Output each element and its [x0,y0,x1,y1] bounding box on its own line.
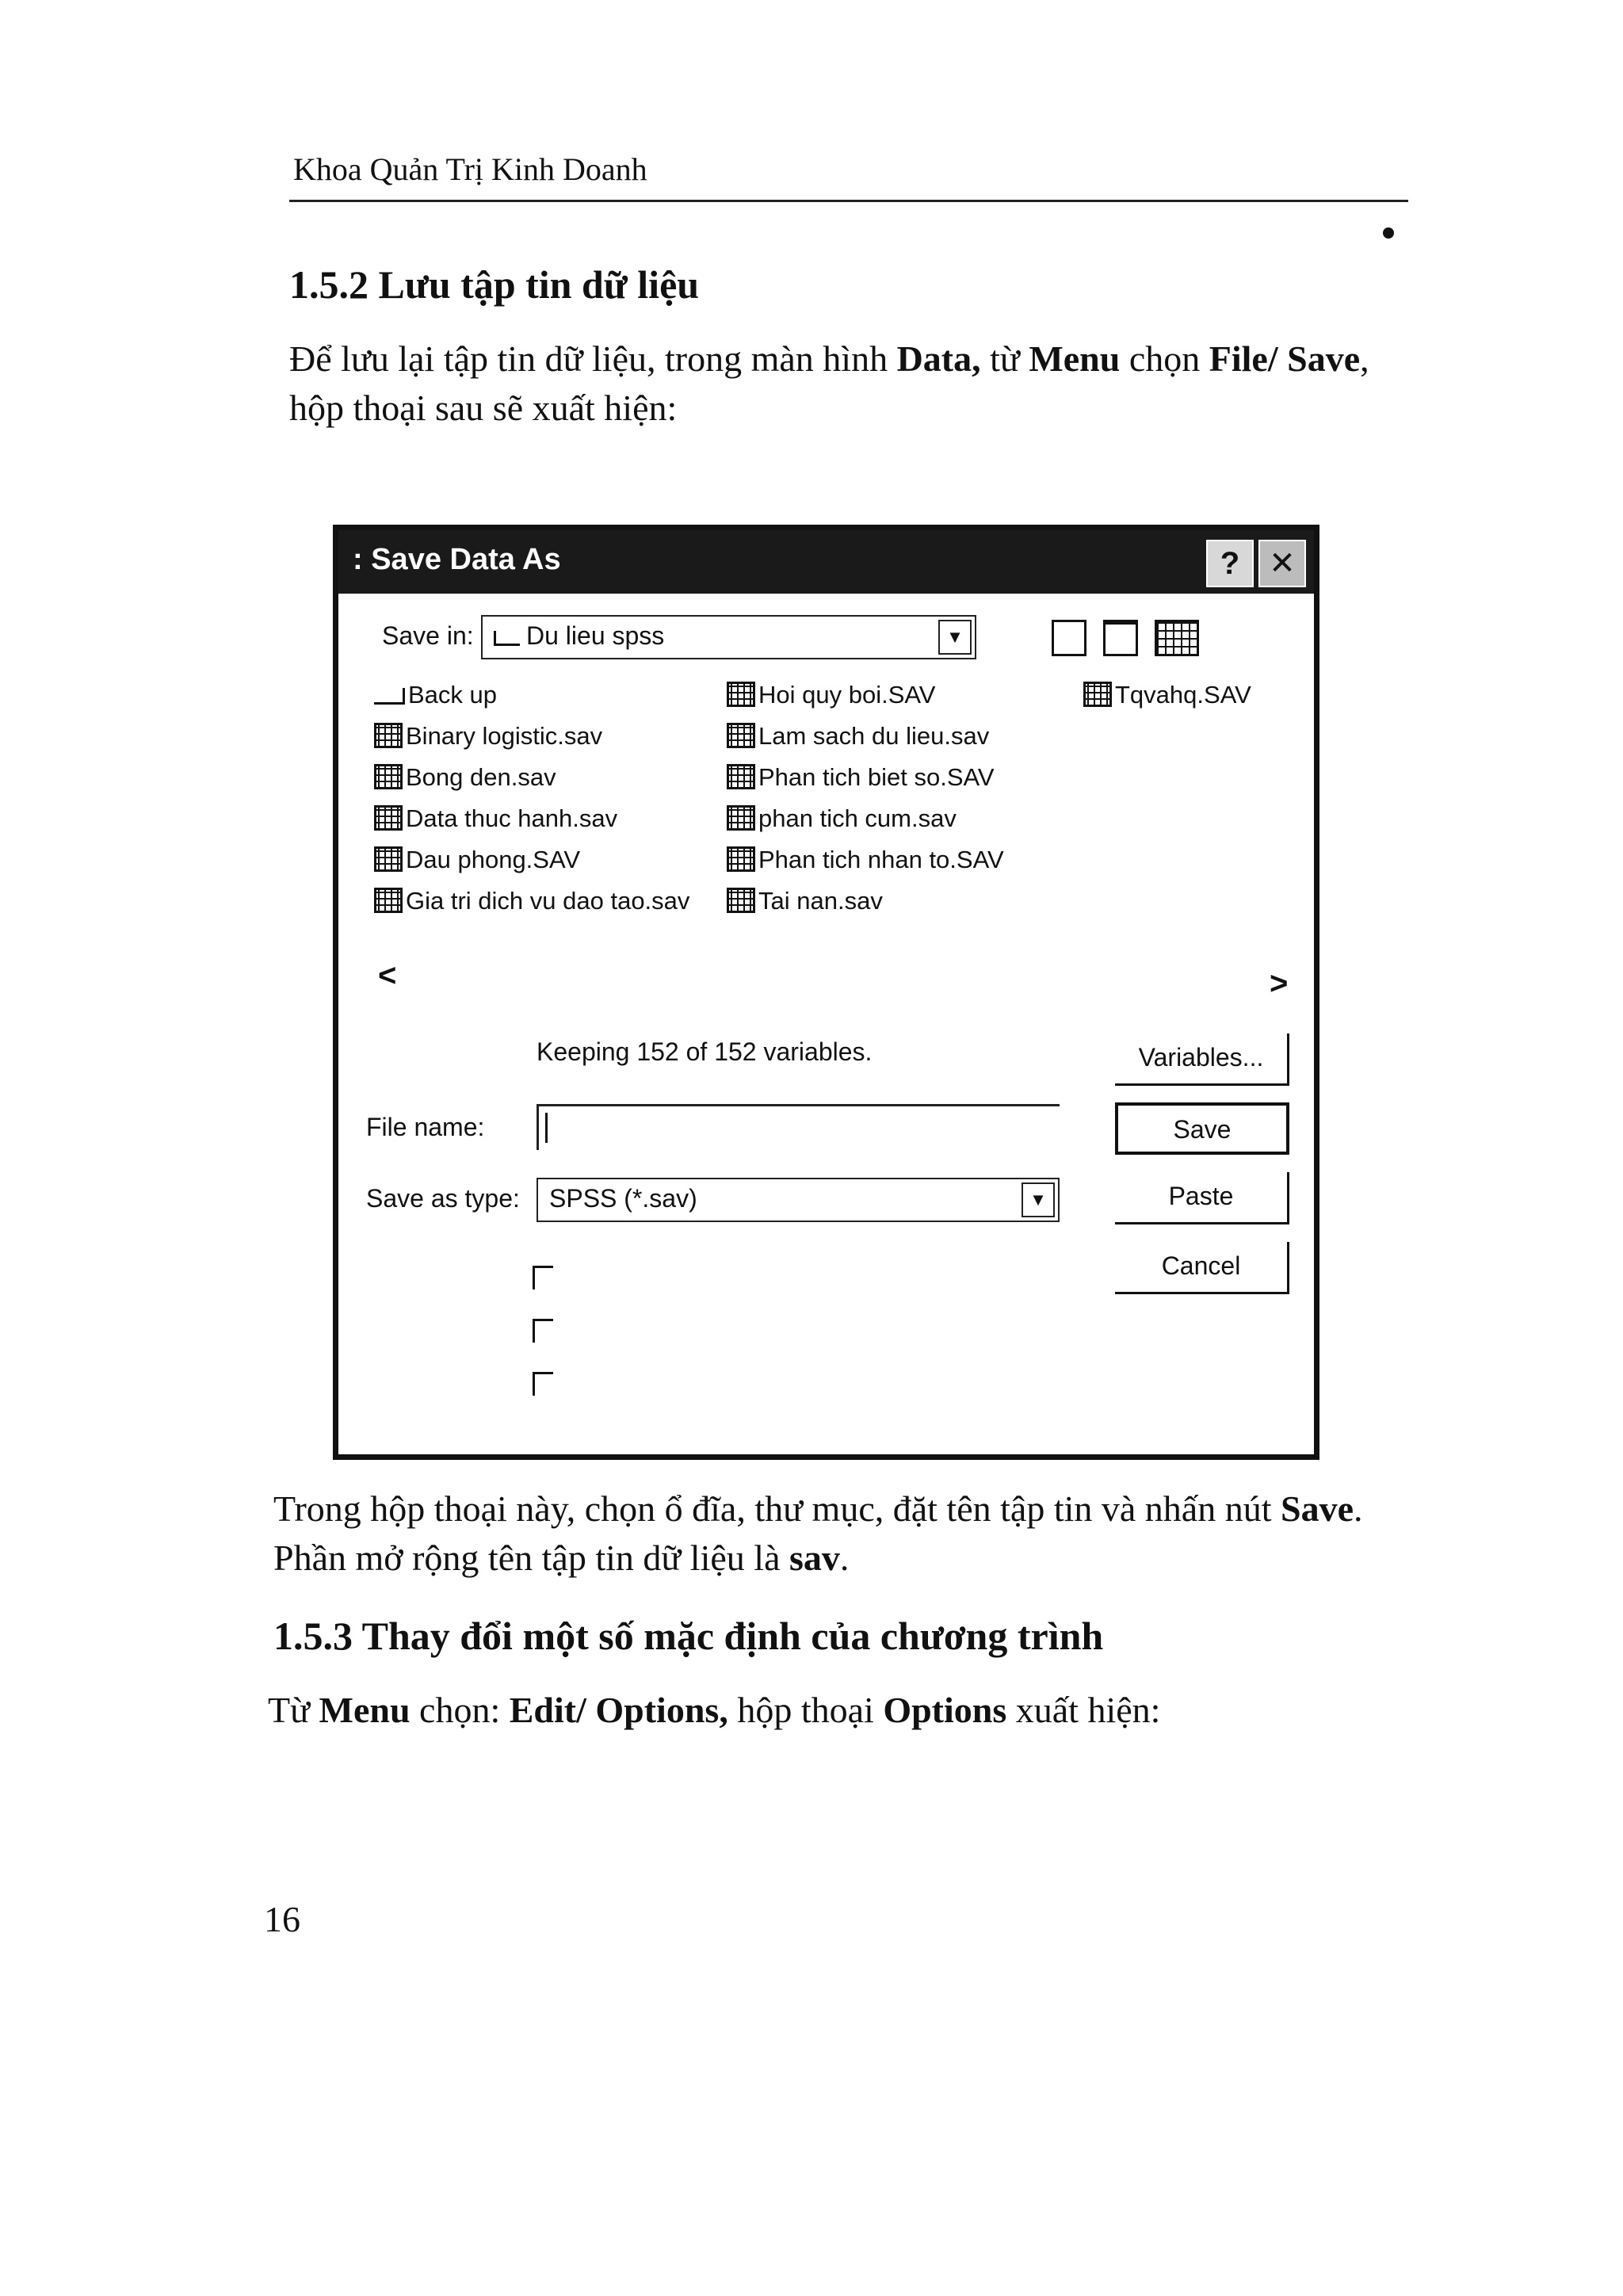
file-item[interactable]: Phan tich nhan to.SAV [727,846,1004,887]
folder-icon [374,688,405,705]
save-button[interactable]: Save [1115,1102,1289,1155]
section-heading-153: 1.5.3 Thay đổi một số mặc định của chương trình [273,1614,1104,1658]
data-file-icon [727,888,755,913]
file-column-2 [727,681,1004,928]
file-item[interactable]: Tqvahq.SAV [1083,681,1251,722]
intro-paragraph-153: Từ Menu chọn: Edit/ Options, hộp thoại Options xuất hiện: [268,1690,1161,1730]
data-file-icon [727,846,755,872]
after-dialog-paragraph: Trong hộp thoại này, chọn ổ đĩa, thư mục, đặt tên tập tin và nhấn nút Save. Phần mở rộng tên tập tin dữ liệu là sav. [273,1488,1363,1578]
file-list [374,681,1270,934]
data-file-icon [727,682,755,707]
chevron-down-icon[interactable]: ▼ [1022,1182,1055,1217]
dialog-title: : Save Data As [353,543,561,576]
save-as-type-combo[interactable] [537,1178,1060,1222]
folder-icon [494,631,520,646]
save-in-label: Save in: [382,621,474,650]
new-folder-icon[interactable] [1103,620,1138,656]
header-rule [289,200,1408,202]
save-as-type-value: SPSS (*.sav) [549,1184,697,1213]
chevron-down-icon[interactable]: ▼ [938,620,972,655]
data-file-icon [374,888,403,913]
save-in-value: Du lieu spss [526,621,665,650]
file-item[interactable]: Bong den.sav [374,763,689,804]
data-file-icon [727,805,755,831]
dialog-titlebar[interactable] [338,530,1314,594]
variables-status: Keeping 152 of 152 variables. [537,1037,873,1066]
data-file-icon [1083,682,1112,707]
section-heading-152: 1.5.2 Lưu tập tin dữ liệu [289,262,700,307]
intro-paragraph-152: Để lưu lại tập tin dữ liệu, trong màn hình Data, từ Menu chọn File/ Save, hộp thoại sau sẽ xuất hiện: [289,338,1369,428]
variables-button[interactable]: Variables... [1115,1033,1289,1086]
file-item[interactable]: Gia tri dich vu dao tao.sav [374,887,689,928]
file-name-label: File name: [366,1113,485,1141]
save-in-value-wrap [494,621,664,651]
data-file-icon [374,846,403,872]
page-number: 16 [264,1899,300,1939]
option-checkbox-2[interactable] [533,1319,553,1343]
file-item[interactable]: phan tich cum.sav [727,804,1004,846]
text-caret [545,1113,548,1143]
file-item[interactable]: Binary logistic.sav [374,722,689,763]
data-file-icon [727,723,755,748]
option-checkbox-3[interactable] [533,1372,553,1396]
help-button[interactable]: ? [1206,540,1254,587]
running-header: Khoa Quản Trị Kinh Doanh [293,151,647,187]
data-file-icon [374,723,403,748]
scroll-right-arrow[interactable]: > [1270,966,1289,1001]
file-item[interactable]: Lam sach du lieu.sav [727,722,1004,763]
save-data-as-dialog [333,525,1319,1460]
file-item[interactable]: Hoi quy boi.SAV [727,681,1004,722]
paste-button[interactable]: Paste [1115,1172,1289,1224]
data-file-icon [727,764,755,789]
data-file-icon [374,805,403,831]
close-button[interactable]: ✕ [1258,540,1306,587]
option-checkbox-1[interactable] [533,1266,553,1289]
cancel-button[interactable]: Cancel [1115,1242,1289,1294]
file-item[interactable]: Phan tich biet so.SAV [727,763,1004,804]
scroll-left-arrow[interactable]: < [378,958,397,993]
file-name-input[interactable] [537,1104,1060,1150]
view-menu-icon[interactable] [1155,620,1199,656]
file-item[interactable]: Data thuc hanh.sav [374,804,689,846]
data-file-icon [374,764,403,789]
file-column-1 [374,681,689,928]
decorative-dot [1383,227,1394,239]
file-item[interactable]: Dau phong.SAV [374,846,689,887]
save-in-combo[interactable] [481,615,976,659]
save-as-type-label: Save as type: [366,1184,520,1213]
file-item[interactable]: Tai nan.sav [727,887,1004,928]
folder-item[interactable]: Back up [374,681,689,722]
up-folder-icon[interactable] [1052,620,1086,656]
file-column-3 [1083,681,1251,722]
